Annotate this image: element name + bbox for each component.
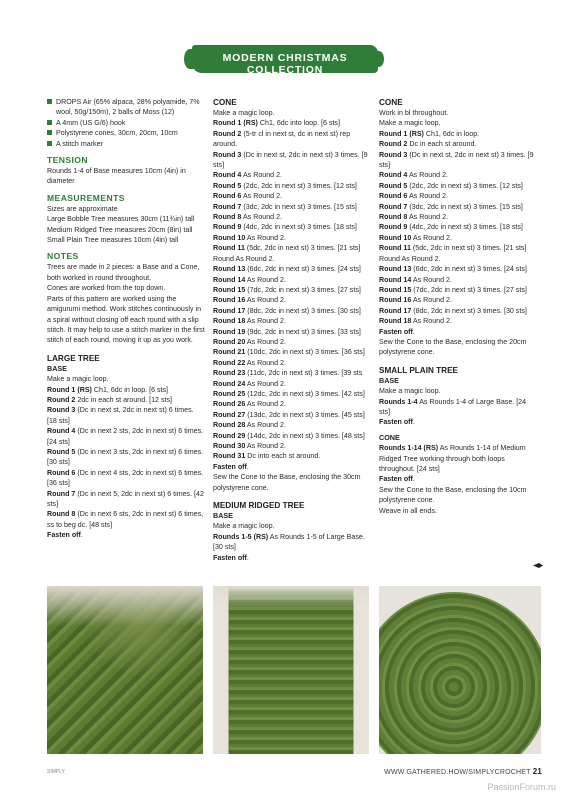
instruction-line: Round 9 (4dc, 2dc in next st) 3 times. [18 sts]	[213, 223, 357, 232]
footer-url	[384, 767, 542, 776]
instruction-line: Round 16 As Round 2.	[379, 296, 452, 305]
instruction-line: Round 25 (12dc, 2dc in next st) 3 times. [42 sts]	[213, 389, 365, 398]
collection-banner	[192, 45, 378, 76]
note-line: Parts of this pattern are worked using the amigurumi method. Work stitches continuously in a spiral without closing off each round with a slip stitch. It may help to use a stitch marker in the first stitch of each round, moving it up as you work.	[47, 294, 205, 345]
instruction-line: Round 15 (7dc, 2dc in next st) 3 times. [27 sts]	[213, 285, 361, 294]
instruction-line: Round 3 (Dc in next st, 2dc in next st) 6 times. [18 sts]	[47, 406, 194, 425]
small-tree-base-heading: BASE	[379, 375, 399, 385]
instruction-line: Round 20 As Round 2.	[213, 337, 286, 346]
instruction-line: Round 9 (4dc, 2dc in next st) 3 times. [18 sts]	[379, 223, 523, 232]
instruction-line: Round 2 (5-tr cl in next st, dc in next st) rep around.	[213, 129, 351, 149]
instruction-line: Round 6 As Round 2.	[379, 192, 448, 201]
measurement-line: Large Bobble Tree measures 30cm (11¾in) tall	[47, 215, 195, 224]
instruction-line: Work in bl throughout.	[379, 109, 449, 117]
instruction-line: Make a magic loop.	[379, 387, 441, 396]
instruction-line: Make a magic loop.	[379, 119, 441, 128]
materials-list	[47, 97, 205, 149]
note-line: Cones are worked from the top down.	[47, 284, 166, 293]
instruction-line: Fasten off.	[213, 553, 249, 562]
instruction-line: Round 4 As Round 2.	[213, 171, 282, 180]
measurements-heading: MEASUREMENTS	[47, 192, 125, 203]
instruction-line: Round 30 As Round 2.	[213, 442, 286, 450]
ridged-tree-photo	[213, 586, 369, 754]
instruction-line: Round As Round 2.	[213, 254, 275, 263]
materials-item: A stitch marker	[47, 139, 205, 149]
instruction-line: Round 14 As Round 2.	[379, 275, 452, 284]
instruction-line: Fasten off.	[379, 475, 415, 484]
instruction-line: Round 5 (2dc, 2dc in next st) 3 times. [12 sts]	[379, 181, 523, 190]
instruction-line: Round 1 (RS) Ch1, 6dc in loop. [6 sts]	[47, 385, 169, 394]
instruction-line: Rounds 1-14 (RS) As Rounds 1-14 of Medium Ridged Tree working through both loops throughout. [24 sts]	[379, 444, 526, 473]
instruction-line: Round 24 As Round 2.	[213, 379, 286, 388]
instruction-line: Round 19 (9dc, 2dc in next st) 3 times. [33 sts]	[213, 327, 361, 336]
large-tree-base-heading: BASE	[47, 363, 67, 373]
instruction-line: Round 16 As Round 2.	[213, 296, 286, 305]
column-1	[47, 97, 205, 541]
instruction-line: Round 6 (Dc in next 4 sts, 2dc in next st) 6 times. [36 sts]	[47, 468, 204, 488]
instruction-line: Round 27 (13dc, 2dc in next st) 3 times. [45 sts]	[213, 410, 365, 419]
instruction-line: Round 3 (Dc in next st, 2dc in next st) 3 times. [9 sts]	[213, 150, 368, 170]
note-line: Trees are made in 2 pieces: a Base and a Cone, both worked in round throughout.	[47, 263, 200, 282]
medium-cone-instructions	[379, 108, 539, 358]
column-3	[379, 97, 539, 516]
instruction-line: Round 8 As Round 2.	[213, 213, 282, 222]
instruction-line: Round 14 As Round 2.	[213, 275, 286, 284]
instruction-line: Fasten off.	[379, 327, 415, 336]
large-tree-heading: LARGE TREE	[47, 353, 100, 363]
small-cone-instructions	[379, 443, 539, 516]
instruction-line: Round 26 As Round 2.	[213, 400, 286, 409]
instruction-line: Round 6 As Round 2.	[213, 192, 282, 201]
medium-tree-heading: MEDIUM RIDGED TREE	[213, 501, 305, 511]
instruction-line: Weave in all ends.	[379, 506, 437, 515]
medium-tree-base-heading: BASE	[213, 511, 233, 521]
small-cone-heading: CONE	[379, 432, 400, 442]
page-number: 21	[532, 767, 542, 776]
instruction-line: Round 1 (RS) Ch1, 6dc into loop. [6 sts]	[213, 119, 340, 128]
instruction-line: Round 31 Dc into each st around.	[213, 452, 321, 461]
instruction-line: Fasten off.	[47, 531, 83, 540]
large-cone-heading: CONE	[213, 98, 237, 107]
instruction-line: Round 4 As Round 2.	[379, 171, 448, 180]
instruction-line: Round 3 (Dc in next st, 2dc in next st) 3 times. [9 sts]	[379, 150, 534, 170]
footer-url-text: WWW.GATHERED.HOW/SIMPLYCROCHET	[384, 769, 531, 776]
instruction-line: Round 8 (Dc in next 6 sts, 2dc in next st) 6 times, ss to beg dc. [48 sts]	[47, 510, 204, 529]
watermark: PassionForum.ru	[487, 782, 556, 792]
instruction-line: Sew the Cone to the Base, enclosing the 20cm polystyrene cone.	[379, 337, 527, 357]
instruction-line: Round 18 As Round 2.	[379, 317, 452, 326]
small-tree-heading: SMALL PLAIN TREE	[379, 365, 458, 375]
measurement-line: Medium Ridged Tree measures 20cm (8in) tall	[47, 225, 193, 234]
tension-heading: TENSION	[47, 155, 88, 166]
instruction-line: Round 28 As Round 2.	[213, 421, 286, 430]
instruction-line: Round 17 (8dc, 2dc in next st) 3 times. [30 sts]	[379, 306, 527, 315]
instruction-line: Round 18 As Round 2.	[213, 317, 286, 326]
medium-tree-instructions	[213, 521, 373, 563]
footer-small-text: SIMPLY	[47, 769, 65, 775]
instruction-line: Sew the Cone to the Base, enclosing the 10cm polystyrene cone.	[379, 485, 527, 505]
instruction-line: Round 29 (14dc, 2dc in next st) 3 times. [48 sts]	[213, 431, 365, 440]
materials-item: DROPS Air (65% alpaca, 28% polyamide, 7% wool, 50g/150m), 2 balls of Moss (12)	[47, 97, 205, 118]
instruction-line: Round 5 (2dc, 2dc in next st) 3 times. [12 sts]	[213, 181, 357, 190]
instruction-line: Round 15 (7dc, 2dc in next st) 3 times. [27 sts]	[379, 285, 527, 294]
instruction-line: Round 17 (8dc, 2dc in next st) 3 times. [30 sts]	[213, 306, 361, 315]
instruction-line: Round 13 (6dc, 2dc in next st) 3 times. [24 sts]	[379, 265, 527, 274]
measurements-list	[47, 204, 205, 246]
materials-item: A 4mm (US G/6) hook	[47, 118, 205, 128]
instruction-line: Make a magic loop.	[47, 375, 109, 384]
instruction-line: Round 23 (11dc, 2dc in next st) 3 times. [39 sts	[213, 369, 363, 378]
measurement-line: Sizes are approximate	[47, 204, 118, 213]
instruction-line: Make a magic loop.	[213, 109, 275, 117]
instruction-line: Fasten off.	[213, 462, 249, 471]
end-of-pattern-icon	[533, 563, 543, 568]
instruction-line: Sew the Cone to the Base, enclosing the 30cm polystyrene cone.	[213, 473, 361, 492]
instruction-line: Round 2 2dc in each st around. [12 sts]	[47, 395, 172, 404]
instruction-line: Round 5 (Dc in next 3 sts, 2dc in next st) 6 times. [30 sts]	[47, 447, 204, 467]
instruction-line: Round As Round 2.	[379, 254, 441, 263]
instruction-line: Round 8 As Round 2.	[379, 213, 448, 222]
instruction-line: Round 2 Dc in each st around.	[379, 140, 477, 149]
instruction-line: Round 4 (Dc in next 2 sts, 2dc in next st) 6 times. [24 sts]	[47, 427, 204, 446]
materials-item: Polystyrene cones, 30cm, 20cm, 10cm	[47, 128, 205, 138]
small-tree-instructions	[379, 386, 539, 428]
instruction-line: Rounds 1-4 As Rounds 1-4 of Large Base. [24 sts]	[379, 397, 527, 416]
instruction-line: Round 1 (RS) Ch1, 6dc in loop.	[379, 129, 480, 138]
instruction-line: Round 21 (10dc, 2dc in next st) 3 times. [36 sts]	[213, 348, 365, 357]
base-detail-photo	[379, 586, 541, 754]
instruction-line: Fasten off.	[379, 418, 415, 427]
instruction-line: Round 7 (3dc, 2dc in next st) 3 times. [15 sts]	[379, 202, 523, 211]
instruction-line: Make a magic loop.	[213, 522, 275, 531]
instruction-line: Round 11 (5dc, 2dc in next st) 3 times. [21 sts]	[379, 244, 527, 253]
collection-title: MODERN CHRISTMAS COLLECTION	[222, 52, 348, 76]
instruction-line: Round 13 (6dc, 2dc in next st) 3 times. [24 sts]	[213, 265, 361, 274]
notes-heading: NOTES	[47, 251, 79, 262]
medium-cone-heading: CONE	[379, 98, 403, 107]
tension-text: Rounds 1-4 of Base measures 10cm (4in) in diameter	[47, 167, 186, 186]
bobble-tree-photo	[47, 586, 203, 754]
instruction-line: Round 10 As Round 2.	[379, 233, 452, 242]
instruction-line: Round 11 (5dc, 2dc in next st) 3 times. [21 sts]	[213, 244, 361, 253]
instruction-line: Rounds 1-5 (RS) As Rounds 1-5 of Large Base. [30 sts]	[213, 532, 365, 552]
notes-list	[47, 262, 205, 345]
instruction-line: Round 7 (Dc in next 5, 2dc in next st) 6 times. [42 sts]	[47, 489, 204, 508]
large-tree-instructions	[47, 374, 205, 541]
large-cone-instructions	[213, 108, 373, 493]
instruction-line: Round 10 As Round 2.	[213, 233, 286, 242]
instruction-line: Round 7 (3dc, 2dc in next st) 3 times. [15 sts]	[213, 202, 357, 211]
measurement-line: Small Plain Tree measures 10cm (4in) tall	[47, 236, 179, 245]
instruction-line: Round 22 As Round 2.	[213, 358, 286, 367]
column-2	[213, 97, 373, 563]
